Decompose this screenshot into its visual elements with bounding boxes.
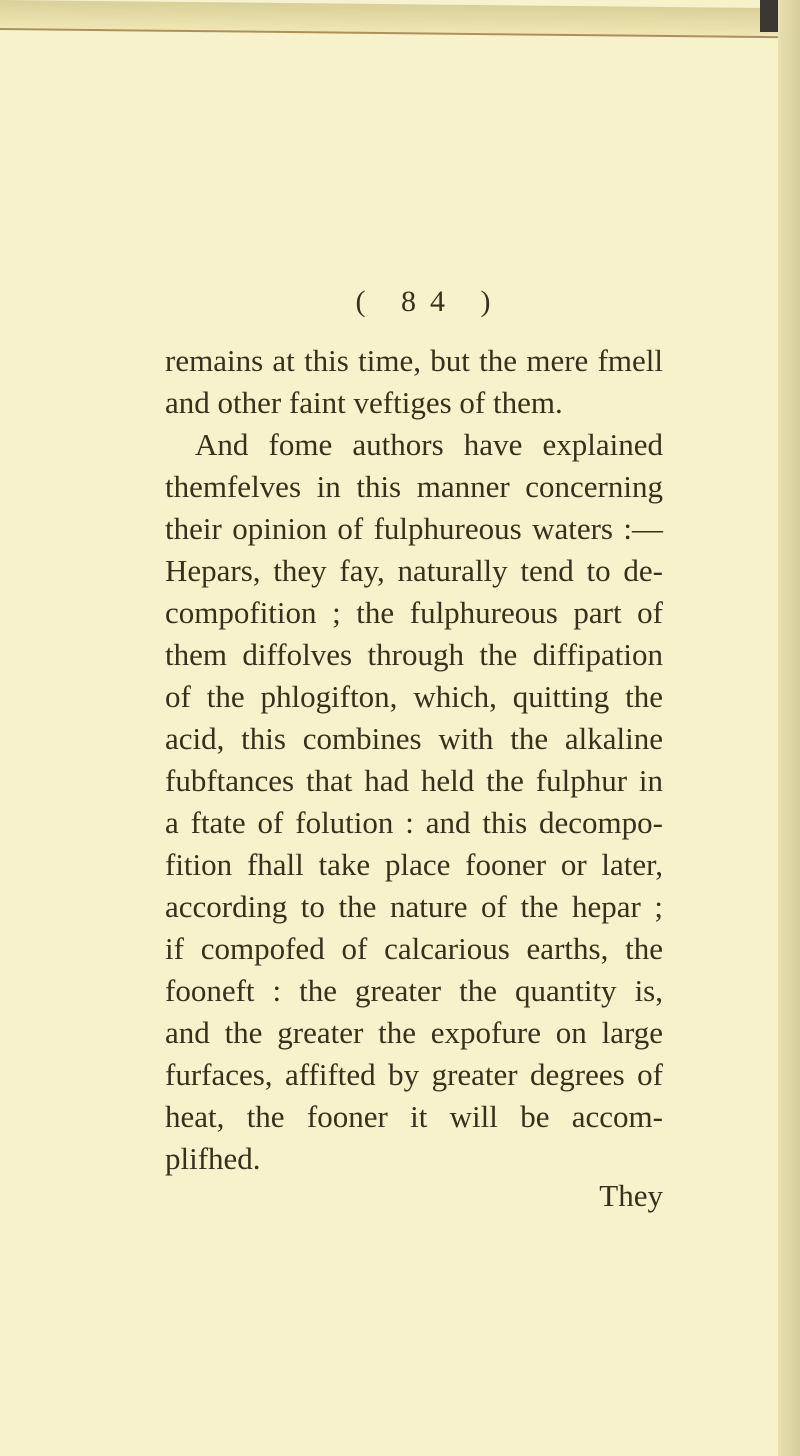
text-line: fubftances that had held the fulphur in bbox=[165, 763, 663, 798]
text-line: Hepars, they fay, naturally tend to de- bbox=[165, 553, 663, 588]
text-line: themfelves in this manner concerning bbox=[165, 469, 663, 504]
text-line: heat, the fooner it will be accom- bbox=[165, 1099, 663, 1134]
text-line: according to the nature of the hepar ; bbox=[165, 889, 663, 924]
text-line: compofition ; the fulphureous part of bbox=[165, 595, 663, 630]
text-line: their opinion of fulphureous waters :— bbox=[165, 511, 663, 546]
text-line: and the greater the expofure on large bbox=[165, 1015, 663, 1050]
page-top-edge bbox=[0, 0, 800, 38]
text-line: remains at this time, but the mere fmell bbox=[165, 343, 663, 378]
text-line: of the phlogifton, which, quitting the bbox=[165, 679, 663, 714]
page-number-header: ( 84 ) bbox=[355, 285, 505, 318]
page-body-text bbox=[165, 340, 663, 1180]
catchword: They bbox=[599, 1178, 663, 1213]
page-right-edge bbox=[778, 0, 800, 1456]
text-line: fooneft : the greater the quantity is, bbox=[165, 973, 663, 1008]
text-line: And fome authors have explained bbox=[195, 427, 663, 462]
text-line: them diffolves through the diffipation bbox=[165, 637, 663, 672]
text-line: a ftate of folution : and this decompo- bbox=[165, 805, 663, 840]
text-line: fition fhall take place fooner or later, bbox=[165, 847, 663, 882]
text-line: if compofed of calcarious earths, the bbox=[165, 931, 663, 966]
text-line: and other faint veftiges of them. bbox=[165, 385, 563, 420]
text-line: acid, this combines with the alkaline bbox=[165, 721, 663, 756]
text-line: plifhed. bbox=[165, 1141, 261, 1176]
text-line: furfaces, affifted by greater degrees of bbox=[165, 1057, 663, 1092]
